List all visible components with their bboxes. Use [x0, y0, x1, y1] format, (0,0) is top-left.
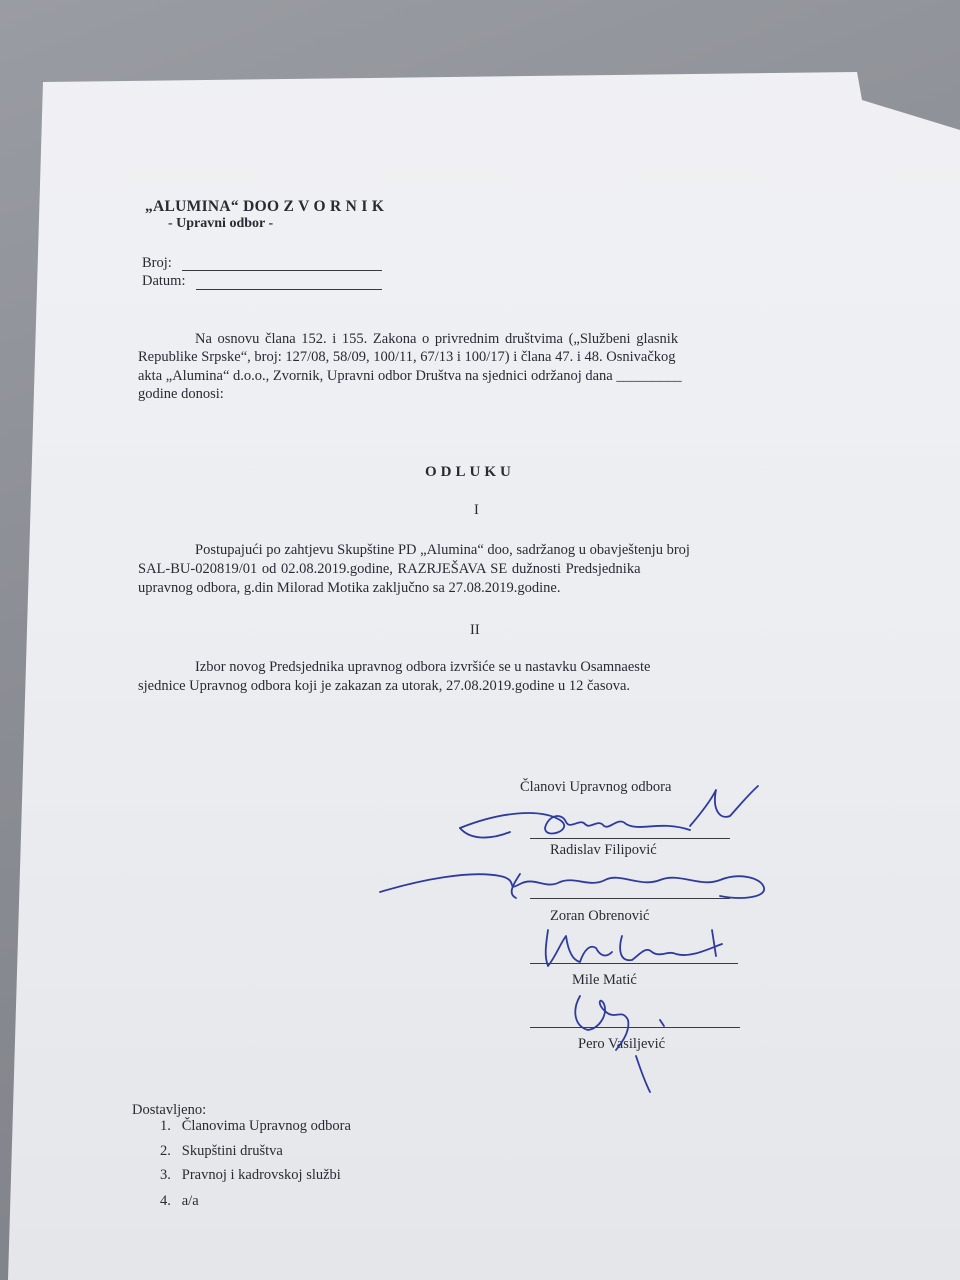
- list-item-label: a/a: [181, 1193, 199, 1209]
- document-title: ODLUKU: [425, 464, 515, 480]
- preamble-line: akta „Alumina“ d.o.o., Zvornik, Upravni odbor Društva na sjednici održanoj dana _________: [138, 368, 682, 384]
- list-item-label: Članovima Upravnog odbora: [181, 1118, 351, 1134]
- section-numeral: II: [470, 622, 480, 638]
- signature-stroke: [690, 786, 758, 826]
- list-item-label: Pravnoj i kadrovskoj službi: [181, 1167, 341, 1183]
- distribution-heading: Dostavljeno:: [132, 1102, 207, 1118]
- list-item: 3. Pravnoj i kadrovskoj službi: [160, 1167, 341, 1183]
- section1-line: upravnog odbora, g.din Milorad Motika zaključno sa 27.08.2019.godine.: [138, 580, 561, 596]
- section2-line: sjednice Upravnog odbora koji je zakazan za utorak, 27.08.2019.godine u 12 časova.: [138, 678, 631, 694]
- signature-stroke: [380, 874, 764, 898]
- section2-line: Izbor novog Predsjednika upravnog odbora izvršiće se u nastavku Osamnaeste: [195, 659, 651, 675]
- company-name: „ALUMINA“ DOO Z V O R N I K: [145, 198, 385, 215]
- member-name: Pero Vasiljević: [578, 1036, 666, 1052]
- board-name: - Upravni odbor -: [168, 216, 274, 231]
- section1-line: SAL-BU-020819/01 od 02.08.2019.godine, RAZRJEŠAVA SE dužnosti Predsjednika: [138, 561, 641, 577]
- broj-label: Broj:: [142, 255, 172, 271]
- signature-stroke: [712, 930, 716, 956]
- signature-stroke: [660, 1020, 664, 1026]
- preamble-line: godine donosi:: [138, 386, 224, 402]
- signature-stroke: [460, 813, 690, 833]
- list-item: 1. Članovima Upravnog odbora: [160, 1118, 351, 1134]
- preamble-line: Republike Srpske“, broj: 127/08, 58/09, 100/11, 67/13 i 100/17) i člana 47. i 48. Osnivačkog: [138, 349, 676, 365]
- list-item: 4. a/a: [160, 1193, 199, 1209]
- member-name: Mile Matić: [572, 972, 637, 988]
- member-name: Radislav Filipović: [550, 842, 657, 858]
- list-item: 2. Skupštini društva: [160, 1143, 283, 1159]
- member-name: Zoran Obrenović: [550, 908, 650, 924]
- list-item-label: Skupštini društva: [181, 1143, 283, 1159]
- signature-stroke: [460, 828, 510, 838]
- preamble-line: Na osnovu člana 152. i 155. Zakona o privrednim društvima („Službeni glasnik: [195, 331, 679, 347]
- signature-stroke: [546, 930, 612, 966]
- section-numeral: I: [474, 502, 479, 518]
- signature-stroke: [575, 996, 628, 1050]
- section1-line: Postupajući po zahtjevu Skupštine PD „Alumina“ doo, sadržanog u obavještenju broj: [195, 542, 690, 558]
- datum-label: Datum:: [142, 273, 186, 289]
- signature-stroke: [636, 1056, 650, 1092]
- signatures-heading: Članovi Upravnog odbora: [520, 779, 672, 795]
- signature-stroke: [620, 936, 722, 960]
